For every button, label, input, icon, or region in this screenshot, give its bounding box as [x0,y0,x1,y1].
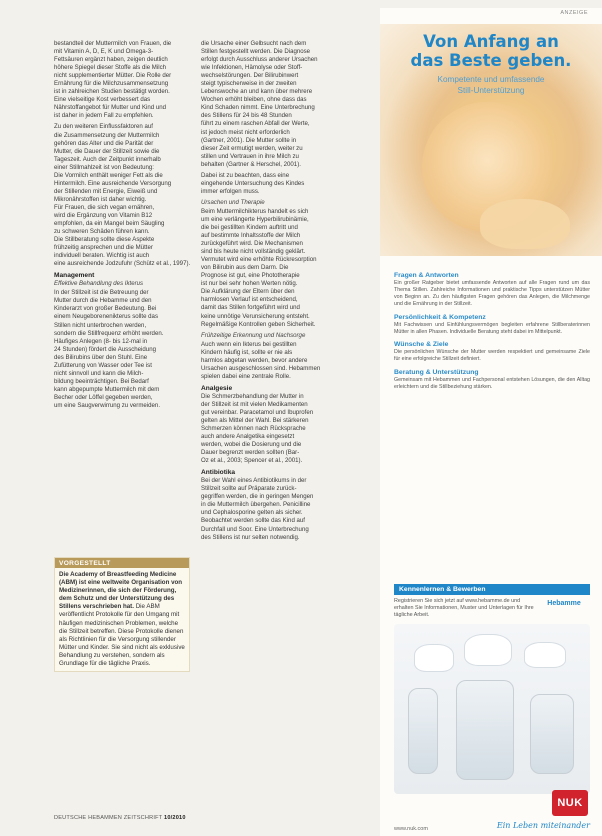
text-line: Kind Schaden nimmt. Eine Unterbrechung [201,104,315,112]
article-column-2 [201,40,349,545]
ad-subheadline-line-1: Kompetente und umfassende [437,75,545,84]
pacifier-product [414,644,454,672]
text-line: Wochen erhöht bleiben, ohne dass das [201,96,307,104]
text-line: Kindern häufig ist, sollte er nie als [201,348,293,356]
section-heading: Management [54,272,95,280]
ad-section-text: Die persönlichen Wünsche der Mutter werden respektiert und gemeinsame Ziele für eine erfolgreiche Stillzeit definiert. [394,349,590,363]
text-line: In der Stillzeit ist die Betreuung der [54,289,149,297]
text-line: auf bestimmte Inhaltsstoffe der Milch [201,232,301,240]
text-line: steigt typischerweise in der zweiten [201,80,297,88]
ad-slogan: Ein Leben miteinander [496,821,590,830]
mother-hand-shape [480,199,570,249]
text-line: ist jedoch meist nicht erforderlich [201,128,290,136]
magazine-name: DEUTSCHE HEBAMMEN ZEITSCHRIFT [54,815,163,821]
text-line: Beobachtet werden sollte das Kind auf [201,517,306,525]
advertisement[interactable] [380,8,602,836]
text-line: behalten (Gartner & Herschel, 2001). [201,160,301,168]
text-line: Häufiges Anlegen (8- bis 12-mal in [54,337,148,345]
paragraph [201,40,349,169]
text-line: harmlos abgetan werden, bevor andere [201,356,308,364]
text-line: Oz et al., 2003; Spencer et al., 2001). [201,457,303,465]
section-subheading: Frühzeitige Erkennung und Nachsorge [201,331,306,339]
ad-label: ANZEIGE [560,10,588,16]
text-line: höhere Spiegel dieser Stoffe als die Milch [54,64,167,72]
text-line: die bei gestillten Kindern auftritt und [201,223,298,231]
paragraph [201,393,349,465]
text-line: gut vereinbar. Paracetamol und Ibuprofen [201,408,314,416]
text-line: Mutter, die Dauer der Stillzeit sowie die [54,147,160,155]
section-heading: Analgesie [201,384,233,392]
text-line: wie Infektionen, Hämolyse oder Stoff- [201,64,303,72]
text-line: einem Neugeborenenikterus sollte das [54,313,158,321]
paragraph [54,289,190,410]
article-column-1 [54,40,190,413]
text-line: Die Stillberatung sollte diese Aspekte [54,236,155,244]
text-line: Dabei ist zu beachten, dass eine [201,171,290,179]
text-line: des Stillens für 24 bis 48 Stunden [201,112,292,120]
text-line: Mutter durch die Hebamme und den [54,297,152,305]
text-line: Beim Muttermilchikterus handelt es sich [201,207,309,215]
text-line: auch andere Analgetika eingesetzt [201,433,295,441]
text-line: 24 Stunden) fördert die Ausscheidung [54,345,156,353]
info-box-lead: Die Academy of Breastfeeding Medicine (ABM) ist eine weltweite Organisation von Medizinerinnen, die sich der Förderung, dem Schutz und der Unterstützung des Stillens verschrieben hat. [59,571,183,611]
text-line: ist in zahlreichen Studien bestätigt worden. [54,88,170,96]
text-line: Die Aufklärung der Eltern über den [201,288,295,296]
text-line: um eine verlängerte Hyperbilirubinämie, [201,215,309,223]
info-box [54,557,190,672]
ad-contact-text: Registrieren Sie sich jetzt auf www.hebamme.de und erhalten Sie Informationen, Muster und Unterlagen für Ihre tägliche Arbeit. [394,598,534,618]
text-line: ist nur bei sehr hohen Werten nötig. [201,280,298,288]
paragraph [201,341,349,381]
text-line: Lebenswoche an und kann über mehrere [201,88,313,96]
text-line: Mikronährstoffen ist daher wichtig. [54,195,147,203]
partner-logo: Hebamme [547,600,581,607]
electric-pump-product [530,694,574,774]
text-line: Schmerzen können nach Rücksprache [201,425,306,433]
text-line: damit das Stillen fortgeführt wird und [201,304,300,312]
text-line: immer erfolgen muss. [201,187,260,195]
text-line: bildung beeinträchtigen. Bei Bedarf [54,377,149,385]
text-line: sind bis heute nicht vollständig geklärt. [201,248,306,256]
text-line: empfohlen, da ein Mangel beim Säugling [54,220,165,228]
text-line: Dauer begrenzt werden sollten (Bar- [201,449,300,457]
issue-number: 10/2010 [164,815,186,821]
paragraph [201,172,349,196]
text-line: Hintermilch. Eine ausreichende Versorgung [54,179,172,187]
text-line: Die Schmerzbehandlung der Mutter in [201,392,304,400]
text-line: Stillen festgestellt werden. Die Diagnose [201,48,311,56]
text-line: die Ursache einer Gelbsucht nach dem [201,40,307,47]
ad-section-title: Beratung & Unterstützung [394,369,479,377]
text-line: Nährstoffangebot für Mutter und Kind und [54,104,167,112]
text-line: dieser Zeit ermutigt werden, weiter zu [201,144,303,152]
text-line: des Stillens ist nur selten notwendig. [201,533,300,541]
ad-headline-line-1: Von Anfang an [423,32,559,51]
ad-section-text: Gemeinsam mit Hebammen und Fachpersonal entstehen Lösungen, die den Alltag erleichtern und die Stillbeziehung stärken. [394,377,590,391]
text-line: einer Stillmahlzeit ist von Bedeutung: [54,163,154,171]
text-line: Die Vormilch enthält weniger Fett als die [54,171,163,179]
text-line: um eine Saugverwirrung zu vermeiden. [54,401,161,409]
text-line: führt zu einem raschen Abfall der Werte, [201,120,310,128]
text-line: Auch wenn ein Ikterus bei gestillten [201,340,297,348]
ad-section-title: Fragen & Antworten [394,272,459,279]
text-line: erfolgt durch Ausschluss anderer Ursachen [201,56,318,64]
ad-contact-box [394,584,590,619]
breast-shield-product [464,634,512,666]
ad-section-title: Wünsche & Ziele [394,341,449,349]
text-line: spielen dabei eine zentrale Rolle. [201,372,291,380]
text-line: werden, wobei die Dosierung und die [201,441,302,449]
info-box-text: Die ABM veröffentlicht Protokolle für den Umgang mit häufigen medizinischen Problemen, welche die Stillzeit betreffen. Diese Protokolle dienen als Richtlinien für die Versorgung stillender Mütter und Kinder. Sie sind nicht als exklusive Behandlung zu verstehen, sondern als Grundlage für die tägliche Praxis. [59,603,185,668]
text-line: Zu den weiteren Einflussfaktoren auf [54,123,153,131]
ad-section-text: Mit Fachwissen und Einfühlungsvermögen begleiten erfahrene Stillberaterinnen Mütter in allen Phasen. Individuelle Beratung steht dabei im Mittelpunkt. [394,321,590,335]
text-line: zurückgeführt wird. Die Mechanismen [201,240,303,248]
text-line: Durchfall und Soor. Eine Unterbrechung [201,525,309,533]
text-line: Prognose ist gut, eine Phototherapie [201,272,300,280]
text-line: mit Vitamin A, D, E, K und Omega-3- [54,48,154,56]
section-subheading: Ursachen und Therapie [201,198,265,206]
text-line: ist daher in jedem Fall zu empfehlen. [54,112,154,120]
page-footer [54,815,186,821]
text-line: harmlosen Verlauf ist entscheidend, [201,296,298,304]
text-line: gelten als Mittel der Wahl. Bei stärkeren [201,416,309,424]
bottle-product [408,688,438,774]
nursing-pad-product [524,642,566,668]
ad-headline [380,32,602,70]
paragraph [201,208,349,329]
text-line: frühzeitig ansprechen und die Mütter [54,244,153,252]
text-line: die Zusammensetzung der Muttermilch [54,131,160,139]
info-box-title: VORGESTELLT [55,558,189,568]
text-line: Stillzeit sollte auf Präparate zurück- [201,485,297,493]
paragraph [54,40,190,120]
ad-headline-line-2: das Beste geben. [410,51,572,70]
ad-subheadline-line-2: Still-Unterstützung [457,86,525,95]
paragraph [201,477,349,541]
text-line: individuell beraten. Wichtig ist auch [54,252,150,260]
text-line: Regelmäßige Kontrollen geben Sicherheit. [201,320,316,328]
text-line: Bei der Wahl eines Antibiotikums in der [201,477,307,485]
ad-subheadline [380,74,602,96]
text-line: kann abgepumpte Muttermilch mit dem [54,385,160,393]
text-line: von Bilirubin aus dem Darm. Die [201,264,289,272]
text-line: keine unnötige Verunsicherung entsteht. [201,312,310,320]
text-line: nicht sinnvoll und kann die Milch- [54,369,144,377]
text-line: Vermutet wird eine erhöhte Rückresorption [201,256,317,264]
ad-contact-title: Kennenlernen & Bewerben [394,584,590,595]
info-box-body [55,568,189,671]
nuk-logo: NUK [552,790,588,816]
text-line: eingehende Untersuchung des Kindes [201,179,305,187]
text-line: stillen und Vertrauen in ihre Milch zu [201,152,299,160]
text-line: Becher oder Löffel gegeben werden, [54,393,153,401]
ad-section-title: Persönlichkeit & Kompetenz [394,313,486,321]
section-subheading: Effektive Behandlung des Ikterus [54,280,144,288]
text-line: zu schweren Schäden führen kann. [54,228,150,236]
text-line: Stillen nicht unterbrochen werden, [54,321,147,329]
text-line: des Bilirubins über den Stuhl. Eine [54,353,148,361]
text-line: eine ausreichende Jodzufuhr (Schütz et al., 1997). [54,260,190,268]
text-line: gegriffen werden, die in geringen Mengen [201,493,314,501]
text-line: (Gartner, 2001). Die Mutter sollte in [201,136,297,144]
text-line: Ernährung für die Milchzusammensetzung [54,80,169,88]
ad-sections [394,266,590,391]
text-line: Zufütterung von Wasser oder Tee ist [54,361,152,369]
text-line: wird die Ergänzung von Vitamin B12 [54,211,153,219]
product-illustration [394,624,590,794]
text-line: Kinderarzt von großer Bedeutung. Bei [54,305,157,313]
text-line: gehören das Alter und die Parität der [54,139,154,147]
breast-pump-product [456,680,514,780]
text-line: in die Muttermilch übergehen. Penicilline [201,501,311,509]
ad-section-text: Ein großer Ratgeber bietet umfassende Antworten auf alle Fragen rund um das Thema Stillen. Zahlreiche Informationen und praktische Tipps unterstützen Mütter von Beginn an. Zu den häufigsten Fragen gehören das Anlegen, die Milchmenge und die Ernährung in der Stillzeit. [394,280,590,307]
text-line: der Stillenden mit Energie, Eiweiß und [54,187,158,195]
text-line: Für Frauen, die sich vegan ernähren, [54,203,155,211]
text-line: Tageszeit. Auch der Zeitpunkt innerhalb [54,155,161,163]
text-line: Eine vielseitige Kost verbessert das [54,96,151,104]
text-line: Fettsäuren ergänzt haben, zeigen deutlich [54,56,168,64]
text-line: der Stillzeit ist mit vielen Medikamenten [201,400,308,408]
text-line: bestandteil der Muttermilch von Frauen, die [54,40,172,47]
text-line: wechselstörungen. Der Bilirubinwert [201,72,299,80]
section-heading: Antibiotika [201,469,236,477]
text-line: sondern die Stillfrequenz erhöht werden. [54,329,164,337]
ad-url[interactable]: www.nuk.com [394,826,428,832]
paragraph [54,123,190,268]
text-line: nicht supplementierter Mütter. Die Rolle der [54,72,172,80]
text-line: Ursachen ausgeschlossen sind. Hebammen [201,364,321,372]
text-line: und Cephalosporine gelten als sicher. [201,509,303,517]
